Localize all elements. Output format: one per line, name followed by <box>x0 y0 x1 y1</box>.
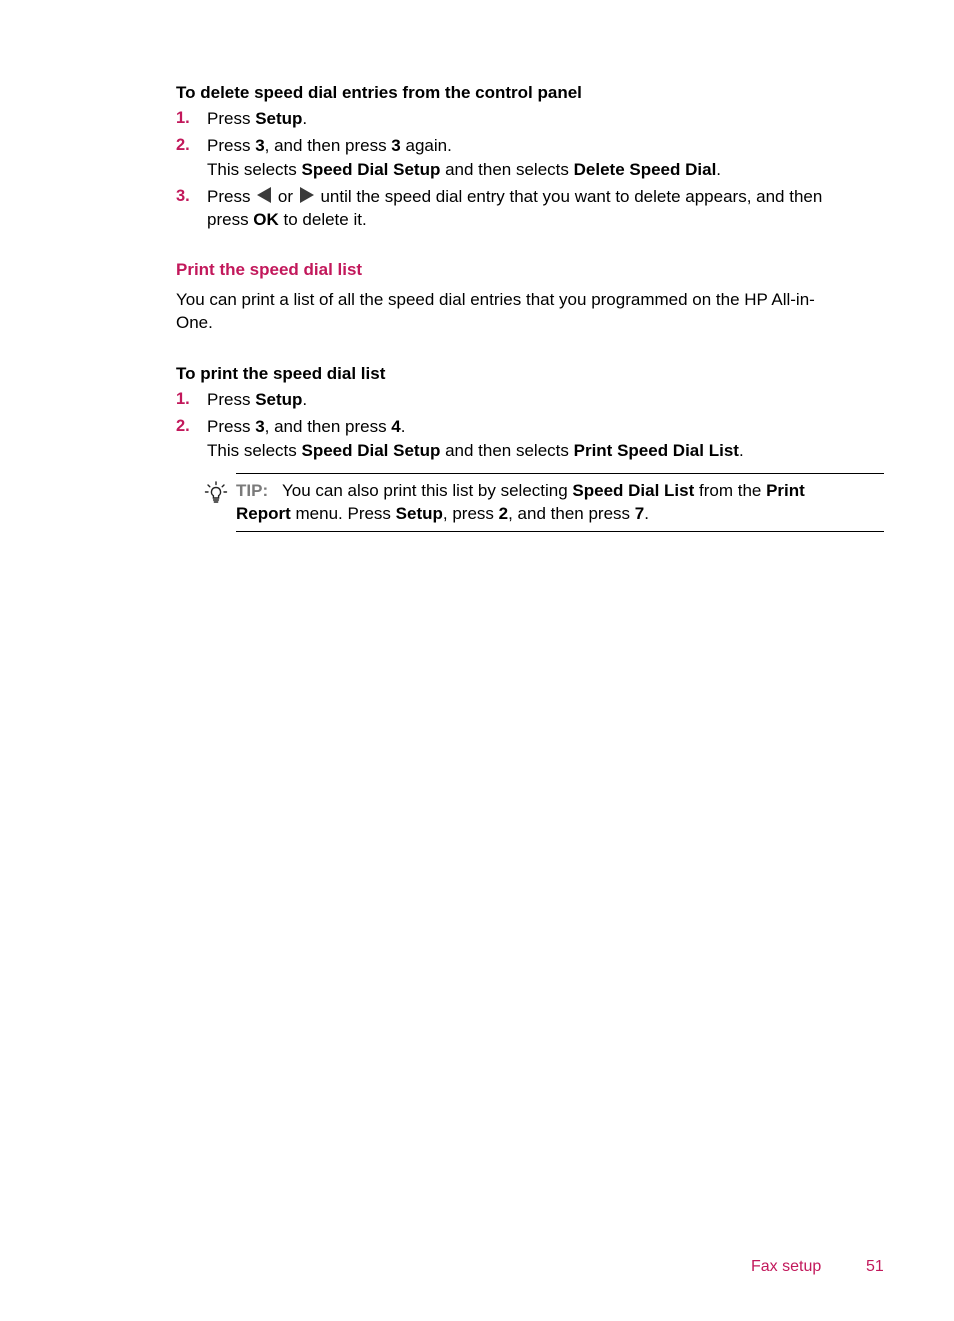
tip-top-rule <box>236 473 884 474</box>
tip-text-continued: Report menu. Press Setup, press 2, and then press 7. <box>236 504 649 523</box>
tip-label: TIP: <box>236 481 269 500</box>
step-subtext: This selects Speed Dial Setup and then selects Print Speed Dial List. <box>207 441 744 460</box>
right-arrow-icon <box>300 187 314 203</box>
procedure-heading-delete: To delete speed dial entries from the control panel <box>176 83 582 102</box>
lightbulb-icon <box>204 481 228 505</box>
step-text: Press Setup. <box>207 390 308 409</box>
step-number: 1. <box>176 109 190 127</box>
procedure-heading-print: To print the speed dial list <box>176 364 386 383</box>
step-text: Press 3, and then press 3 again. <box>207 136 452 155</box>
step-text-continued: press OK to delete it. <box>207 210 367 229</box>
footer-section-name: Fax setup <box>751 1258 822 1275</box>
step-text: Press Setup. <box>207 109 308 128</box>
step-text: Press 3, and then press 4. <box>207 417 406 436</box>
tip-bottom-rule <box>236 531 884 532</box>
step-number: 2. <box>176 136 190 154</box>
section-title: Print the speed dial list <box>176 260 363 279</box>
tip-text: TIP: You can also print this list by selecting Speed Dial List from the Print <box>236 481 805 500</box>
left-arrow-icon <box>257 187 271 203</box>
paragraph-line: You can print a list of all the speed dial entries that you programmed on the HP All-in- <box>176 290 815 309</box>
step-number: 2. <box>176 417 190 435</box>
step-number: 3. <box>176 187 190 205</box>
step-subtext: This selects Speed Dial Setup and then selects Delete Speed Dial. <box>207 160 722 179</box>
paragraph-line: One. <box>176 313 213 332</box>
page-number: 51 <box>866 1258 884 1275</box>
step-number: 1. <box>176 390 190 408</box>
step-text: Press or until the speed dial entry that you want to delete appears, and then <box>207 187 823 206</box>
